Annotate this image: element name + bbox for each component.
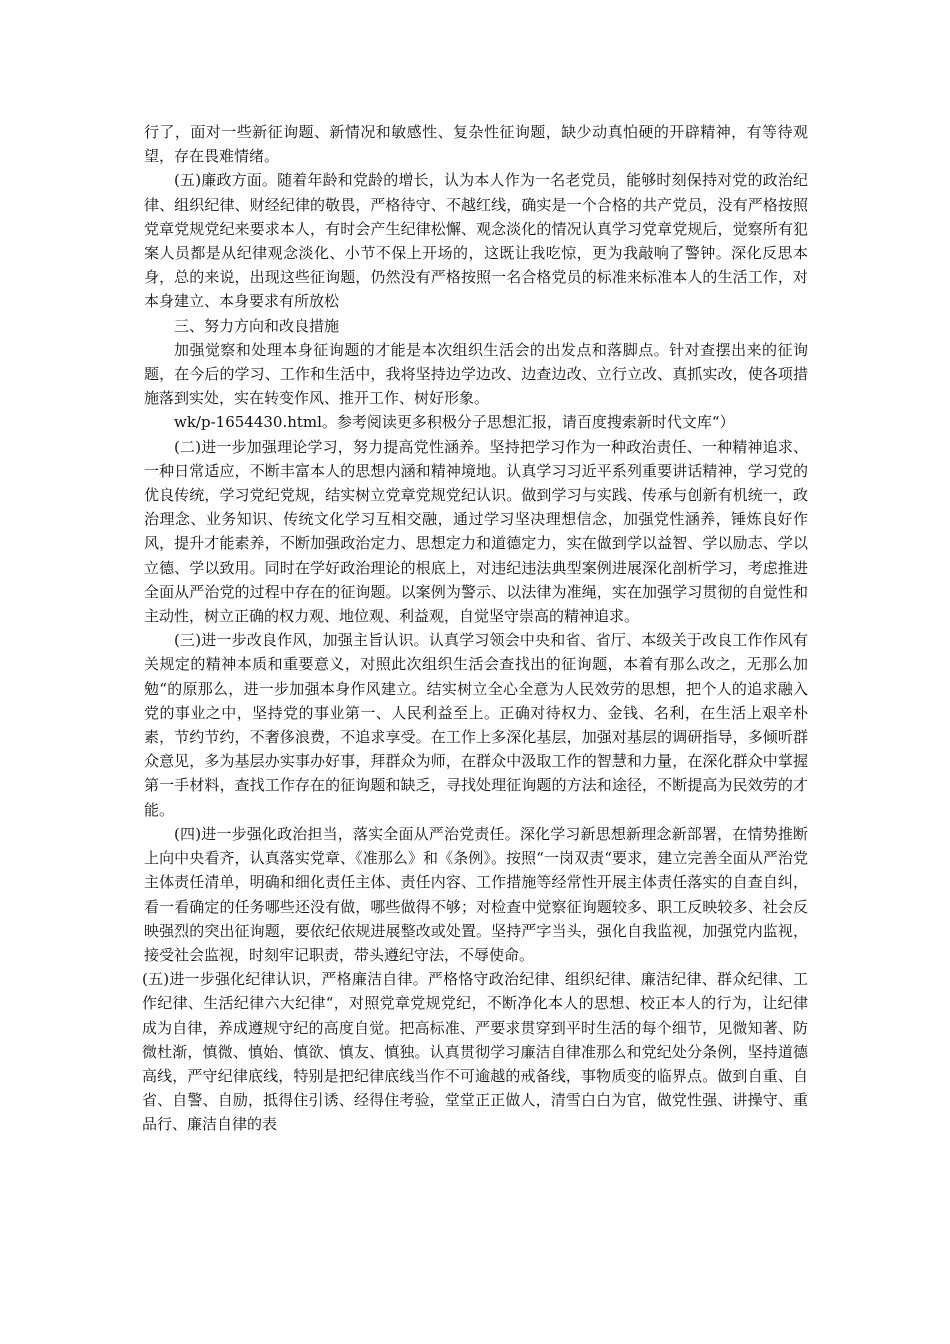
paragraph-5: (二)进一步加强理论学习，努力提高党性涵养。坚持把学习作为一种政治责任、一种精神追求、一种日常适应，不断丰富本人的思想内涵和精神境地。认真学习习近平系列重要讲话精神，学习党的优良传统，学习党纪党规，结实树立党章党规党纪认识。做到学习与实践、传承与创新有机统一，政治理念、业务知识、传统文化学习互相交融，通过学习坚决理想信念，加强党性涵养，锤炼良好作风，提升才能素养，不断加强政治定力、思想定力和道德定力，实在做到学以益智、学以励志、学以立德、学以致用。同时在学好政治理论的根底上，对违纪违法典型案例进展深化剖析学习，考虑推进全面从严治党的过程中存在的征询题。以案例为警示、以法律为准绳，实在加强学习贯彻的自觉性和主动性，树立正确的权力观、地位观、利益观，自觉坚守崇高的精神追求。 <box>144 437 808 626</box>
section-heading: 三、努力方向和改良措施 <box>174 316 340 335</box>
paragraph-1: 行了，面对一些新征询题、新情况和敏感性、复杂性征询题，缺少动真怕硬的开辟精神，有等待观望，存在畏难情绪。 <box>144 123 808 166</box>
paragraph-8: (五)进一步强化纪律认识，严格廉洁自律。严格恪守政治纪律、组织纪律、廉洁纪律、群众纪律、工作纪律、生活纪律六大纪律“，对照党章党规党纪，不断净化本人的思想、校正本人的行为，让纪律成为自律，养成遵规守纪的高度自觉。把高标准、严要求贯穿到平时生活的每个细节，见微知著、防微杜渐，慎微、慎始、慎欲、慎友、慎独。认真贯彻学习廉洁自律准那么和党纪处分条例，坚持道德高线，严守纪律底线，特别是把纪律底线当作不可逾越的戒备线，事物质变的临界点。做到自重、自省、自警、自励，抵得住引诱、经得住考验，堂堂正正做人，清雪白白为官，做党性强、讲操守、重品行、廉洁自律的表 <box>142 970 808 1134</box>
paragraph-2: (五)廉政方面。随着年龄和党龄的增长，认为本人作为一名老党员，能够时刻保持对党的政治纪律、组织纪律、财经纪律的敬畏，严格待守、不越红线，确实是一个合格的共产党员，没有严格按照党章党规党纪来要求本人，有时会产生纪律松懈、观念淡化的情况认真学习党章党规后，觉察所有犯案人员都是从纪律观念淡化、小节不保上开场的，这既让我吃惊，更为我敲响了警钟。深化反思本身，总的来说，出现这些征询题，仍然没有严格按照一名合格党员的标准来标准本人的生活工作，对本身建立、本身要求有所放松 <box>144 171 808 311</box>
paragraph-6: (三)进一步改良作风，加强主旨认识。认真学习领会中央和省、省厅、本级关于改良工作作风有关规定的精神本质和重要意义，对照此次组织生活会查找出的征询题，本着有那么改之，无那么加勉“的原那么，进一步加强本身作风建立。结实树立全心全意为人民效劳的思想，把个人的追求融入党的事业之中，坚持党的事业第一、人民利益至上。正确对待权力、金钱、名利，在生活上艰辛朴素，节约节约，不奢侈浪费，不追求享受。在工作上多深化基层，加强对基层的调研指导，多倾听群众意见，多为基层办实事办好事，拜群众为师，在群众中汲取工作的智慧和力量，在深化群众中掌握第一手材料，查找工作存在的征询题和缺乏，寻找处理征询题的方法和途径，不断提高为民效劳的才能。 <box>144 631 808 819</box>
paragraph-7: (四)进一步强化政治担当，落实全面从严治党责任。深化学习新思想新理念新部署，在情势推断上向中央看齐，认真落实党章、《准那么》和《条例》。按照“一岗双责“要求，建立完善全面从严治党主体责任清单，明确和细化责任主体、责任内容、工作措施等经常性开展主体责任落实的自查自纠，看一看确定的任务哪些还没有做，哪些做得不够；对检查中觉察征询题较多、职工反映较多、社会反映强烈的突出征询题，要依纪依规进展整改或处置。坚持严字当头，强化自我监视，加强党内监视，接受社会监视，时刻牢记职责，带头遵纪守法，不辱使命。 <box>144 824 808 964</box>
document-page <box>144 120 808 1137</box>
paragraph-3: 加强觉察和处理本身征询题的才能是本次组织生活会的出发点和落脚点。针对查摆出来的征询题，在今后的学习、工作和生活中，我将坚持边学边改、边查边改、立行立改、真抓实改，使各项措施落到实处，实在转变作风、推开工作、树好形象。 <box>144 340 808 408</box>
paragraph-4: wk/p-1654430.html。参考阅读更多积极分子思想汇报，请百度搜索新时代文库“） <box>174 413 735 432</box>
